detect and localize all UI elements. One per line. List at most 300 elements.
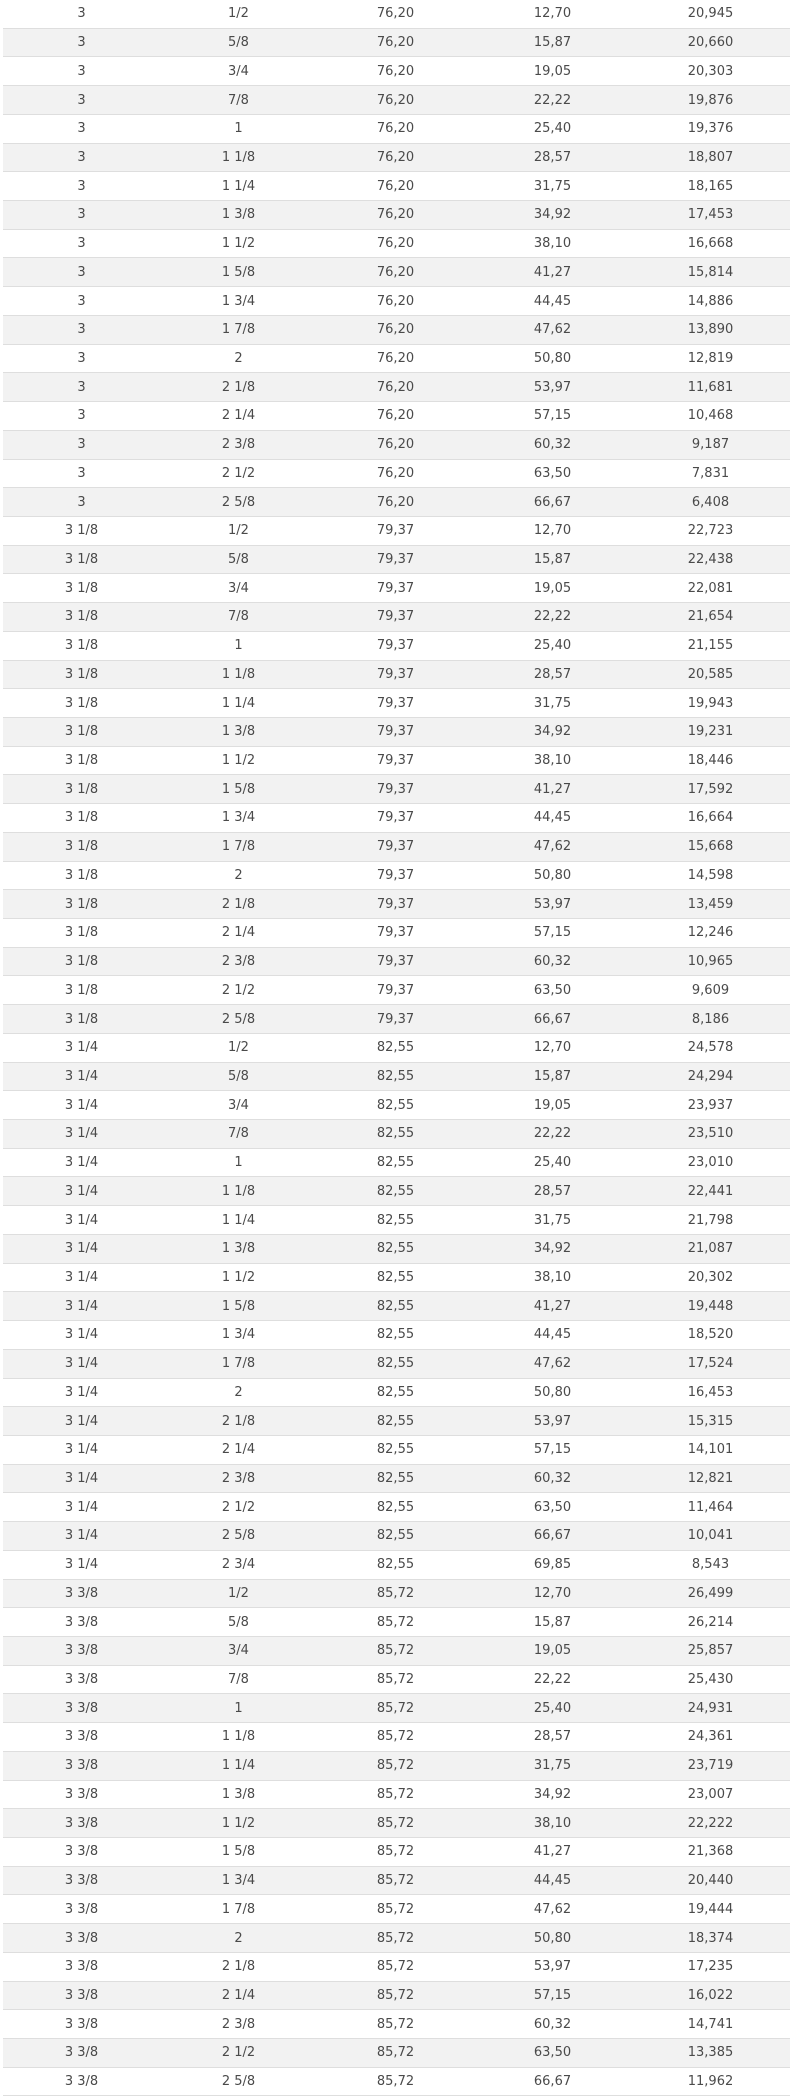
col-5-cell: 15,315: [631, 1407, 790, 1436]
col-4-cell: 57,15: [474, 919, 631, 948]
table-row: [3, 861, 790, 890]
col-5-cell: 11,962: [631, 2067, 790, 2096]
col-2-cell: 1 1/8: [160, 1723, 317, 1752]
col-5-cell: 16,022: [631, 1981, 790, 2010]
col-3-cell: 79,37: [317, 919, 474, 948]
col-4-cell: 38,10: [474, 1809, 631, 1838]
col-5-cell: 22,441: [631, 1177, 790, 1206]
col-4-cell: 22,22: [474, 603, 631, 632]
col-5-cell: 12,246: [631, 919, 790, 948]
col-4-cell: 19,05: [474, 1636, 631, 1665]
col-2-cell: 2: [160, 344, 317, 373]
col-3-cell: 79,37: [317, 660, 474, 689]
col-2-cell: 5/8: [160, 1062, 317, 1091]
col-3-cell: 82,55: [317, 1091, 474, 1120]
col-3-cell: 82,55: [317, 1292, 474, 1321]
col-3-cell: 82,55: [317, 1321, 474, 1350]
table-row: [3, 1120, 790, 1149]
col-4-cell: 28,57: [474, 143, 631, 172]
col-4-cell: 38,10: [474, 1263, 631, 1292]
col-2-cell: 1 1/4: [160, 1751, 317, 1780]
table-row: [3, 258, 790, 287]
col-5-cell: 23,719: [631, 1751, 790, 1780]
col-1-cell: 3 1/8: [3, 976, 160, 1005]
col-5-cell: 18,374: [631, 1924, 790, 1953]
col-1-cell: 3: [3, 258, 160, 287]
table-row: [3, 775, 790, 804]
col-3-cell: 85,72: [317, 1694, 474, 1723]
col-5-cell: 21,087: [631, 1234, 790, 1263]
data-table: [3, 0, 790, 2096]
table-row: [3, 1579, 790, 1608]
col-4-cell: 44,45: [474, 287, 631, 316]
table-row: [3, 1751, 790, 1780]
col-5-cell: 17,453: [631, 201, 790, 230]
col-4-cell: 25,40: [474, 1694, 631, 1723]
col-1-cell: 3 1/4: [3, 1206, 160, 1235]
col-5-cell: 19,444: [631, 1895, 790, 1924]
col-2-cell: 5/8: [160, 1608, 317, 1637]
col-2-cell: 1 3/8: [160, 717, 317, 746]
col-5-cell: 9,609: [631, 976, 790, 1005]
table-row: [3, 1321, 790, 1350]
col-3-cell: 76,20: [317, 143, 474, 172]
col-4-cell: 66,67: [474, 2067, 631, 2096]
col-1-cell: 3: [3, 28, 160, 57]
col-4-cell: 44,45: [474, 1321, 631, 1350]
col-3-cell: 76,20: [317, 315, 474, 344]
col-1-cell: 3 1/8: [3, 574, 160, 603]
table-row: [3, 1981, 790, 2010]
col-3-cell: 85,72: [317, 1981, 474, 2010]
col-2-cell: 2 1/8: [160, 373, 317, 402]
col-5-cell: 24,578: [631, 1033, 790, 1062]
col-3-cell: 85,72: [317, 1723, 474, 1752]
col-1-cell: 3 3/8: [3, 2010, 160, 2039]
table-row: [3, 1952, 790, 1981]
col-1-cell: 3 1/8: [3, 919, 160, 948]
col-1-cell: 3 1/4: [3, 1407, 160, 1436]
col-2-cell: 7/8: [160, 603, 317, 632]
col-4-cell: 60,32: [474, 2010, 631, 2039]
col-1-cell: 3 1/8: [3, 545, 160, 574]
col-4-cell: 22,22: [474, 1665, 631, 1694]
col-3-cell: 82,55: [317, 1407, 474, 1436]
col-1-cell: 3 1/8: [3, 890, 160, 919]
table-row: [3, 1033, 790, 1062]
col-2-cell: 1 3/4: [160, 1866, 317, 1895]
col-5-cell: 17,235: [631, 1952, 790, 1981]
col-3-cell: 82,55: [317, 1120, 474, 1149]
col-5-cell: 25,857: [631, 1636, 790, 1665]
col-1-cell: 3 1/8: [3, 804, 160, 833]
col-4-cell: 19,05: [474, 1091, 631, 1120]
col-3-cell: 82,55: [317, 1206, 474, 1235]
col-3-cell: 85,72: [317, 2039, 474, 2068]
col-2-cell: 7/8: [160, 1665, 317, 1694]
col-5-cell: 21,155: [631, 631, 790, 660]
table-row: [3, 545, 790, 574]
col-1-cell: 3: [3, 402, 160, 431]
col-5-cell: 10,041: [631, 1522, 790, 1551]
col-4-cell: 63,50: [474, 459, 631, 488]
col-4-cell: 53,97: [474, 373, 631, 402]
col-1-cell: 3: [3, 344, 160, 373]
col-2-cell: 1 1/2: [160, 229, 317, 258]
col-2-cell: 2: [160, 1378, 317, 1407]
col-5-cell: 14,741: [631, 2010, 790, 2039]
col-1-cell: 3: [3, 287, 160, 316]
col-2-cell: 1 3/4: [160, 1321, 317, 1350]
col-3-cell: 79,37: [317, 1005, 474, 1034]
col-5-cell: 18,165: [631, 172, 790, 201]
col-2-cell: 1: [160, 631, 317, 660]
col-1-cell: 3 1/4: [3, 1349, 160, 1378]
table-row: [3, 1723, 790, 1752]
col-2-cell: 2 1/4: [160, 919, 317, 948]
col-1-cell: 3 3/8: [3, 1924, 160, 1953]
table-row: [3, 1522, 790, 1551]
col-2-cell: 2 1/4: [160, 1981, 317, 2010]
col-3-cell: 79,37: [317, 775, 474, 804]
col-4-cell: 57,15: [474, 1981, 631, 2010]
col-5-cell: 23,510: [631, 1120, 790, 1149]
col-1-cell: 3: [3, 315, 160, 344]
table-row: [3, 86, 790, 115]
col-5-cell: 15,814: [631, 258, 790, 287]
col-2-cell: 1 1/8: [160, 660, 317, 689]
col-1-cell: 3: [3, 430, 160, 459]
col-1-cell: 3 1/8: [3, 947, 160, 976]
col-4-cell: 31,75: [474, 1206, 631, 1235]
col-2-cell: 3/4: [160, 57, 317, 86]
table-row: [3, 114, 790, 143]
col-2-cell: 2 3/8: [160, 2010, 317, 2039]
col-1-cell: 3 1/8: [3, 717, 160, 746]
table-row: [3, 603, 790, 632]
table-row: [3, 0, 790, 28]
col-3-cell: 76,20: [317, 488, 474, 517]
col-1-cell: 3 1/8: [3, 631, 160, 660]
col-4-cell: 12,70: [474, 516, 631, 545]
col-4-cell: 50,80: [474, 1924, 631, 1953]
col-3-cell: 82,55: [317, 1033, 474, 1062]
col-3-cell: 76,20: [317, 86, 474, 115]
table-row: [3, 1062, 790, 1091]
col-4-cell: 66,67: [474, 488, 631, 517]
col-2-cell: 1 5/8: [160, 1292, 317, 1321]
table-body: [3, 0, 790, 2096]
table-row: [3, 172, 790, 201]
col-2-cell: 1 7/8: [160, 1349, 317, 1378]
col-2-cell: 1 1/2: [160, 746, 317, 775]
col-1-cell: 3 3/8: [3, 1636, 160, 1665]
col-3-cell: 82,55: [317, 1550, 474, 1579]
col-2-cell: 2: [160, 1924, 317, 1953]
col-5-cell: 20,585: [631, 660, 790, 689]
col-4-cell: 60,32: [474, 430, 631, 459]
col-1-cell: 3: [3, 0, 160, 28]
col-4-cell: 31,75: [474, 172, 631, 201]
col-3-cell: 79,37: [317, 603, 474, 632]
col-2-cell: 1 1/4: [160, 689, 317, 718]
col-2-cell: 1 3/8: [160, 1780, 317, 1809]
col-5-cell: 26,499: [631, 1579, 790, 1608]
table-row: [3, 1550, 790, 1579]
col-5-cell: 11,681: [631, 373, 790, 402]
col-5-cell: 19,376: [631, 114, 790, 143]
col-3-cell: 79,37: [317, 861, 474, 890]
col-3-cell: 82,55: [317, 1464, 474, 1493]
col-4-cell: 57,15: [474, 1435, 631, 1464]
col-2-cell: 1 3/8: [160, 201, 317, 230]
col-1-cell: 3 1/4: [3, 1435, 160, 1464]
col-3-cell: 85,72: [317, 2010, 474, 2039]
col-4-cell: 12,70: [474, 1033, 631, 1062]
col-3-cell: 76,20: [317, 0, 474, 28]
col-4-cell: 25,40: [474, 1148, 631, 1177]
col-3-cell: 79,37: [317, 804, 474, 833]
table-row: [3, 2067, 790, 2096]
col-5-cell: 15,668: [631, 832, 790, 861]
col-4-cell: 47,62: [474, 315, 631, 344]
col-5-cell: 17,592: [631, 775, 790, 804]
col-4-cell: 34,92: [474, 1780, 631, 1809]
col-4-cell: 41,27: [474, 1838, 631, 1867]
col-5-cell: 13,890: [631, 315, 790, 344]
col-1-cell: 3 3/8: [3, 1579, 160, 1608]
col-1-cell: 3 1/4: [3, 1378, 160, 1407]
col-4-cell: 34,92: [474, 201, 631, 230]
col-3-cell: 79,37: [317, 746, 474, 775]
col-3-cell: 79,37: [317, 717, 474, 746]
table-row: [3, 1349, 790, 1378]
col-5-cell: 20,440: [631, 1866, 790, 1895]
col-1-cell: 3 1/4: [3, 1234, 160, 1263]
col-3-cell: 85,72: [317, 1608, 474, 1637]
col-5-cell: 13,385: [631, 2039, 790, 2068]
col-4-cell: 44,45: [474, 804, 631, 833]
col-5-cell: 12,821: [631, 1464, 790, 1493]
table-row: [3, 1895, 790, 1924]
col-1-cell: 3: [3, 114, 160, 143]
col-4-cell: 41,27: [474, 1292, 631, 1321]
col-4-cell: 41,27: [474, 258, 631, 287]
col-2-cell: 1/2: [160, 1033, 317, 1062]
col-5-cell: 20,660: [631, 28, 790, 57]
col-2-cell: 2 1/8: [160, 890, 317, 919]
col-4-cell: 50,80: [474, 1378, 631, 1407]
col-4-cell: 19,05: [474, 57, 631, 86]
col-5-cell: 18,520: [631, 1321, 790, 1350]
table-row: [3, 574, 790, 603]
table-row: [3, 976, 790, 1005]
col-3-cell: 79,37: [317, 947, 474, 976]
table-row: [3, 1435, 790, 1464]
col-1-cell: 3 3/8: [3, 1838, 160, 1867]
col-1-cell: 3 1/8: [3, 1005, 160, 1034]
col-2-cell: 2 1/4: [160, 402, 317, 431]
col-1-cell: 3 3/8: [3, 1952, 160, 1981]
col-1-cell: 3 1/4: [3, 1177, 160, 1206]
table-row: [3, 890, 790, 919]
col-2-cell: 2 3/8: [160, 947, 317, 976]
col-1-cell: 3 1/8: [3, 689, 160, 718]
table-row: [3, 660, 790, 689]
col-2-cell: 2: [160, 861, 317, 890]
col-5-cell: 19,231: [631, 717, 790, 746]
col-3-cell: 85,72: [317, 1952, 474, 1981]
table-row: [3, 315, 790, 344]
table-row: [3, 402, 790, 431]
col-2-cell: 7/8: [160, 86, 317, 115]
col-4-cell: 53,97: [474, 1952, 631, 1981]
col-2-cell: 1/2: [160, 1579, 317, 1608]
col-1-cell: 3 3/8: [3, 1608, 160, 1637]
col-2-cell: 1 1/4: [160, 1206, 317, 1235]
col-1-cell: 3 1/8: [3, 516, 160, 545]
col-2-cell: 1/2: [160, 516, 317, 545]
col-5-cell: 9,187: [631, 430, 790, 459]
col-1-cell: 3 1/8: [3, 603, 160, 632]
col-3-cell: 79,37: [317, 832, 474, 861]
col-4-cell: 15,87: [474, 1062, 631, 1091]
table-row: [3, 373, 790, 402]
col-4-cell: 15,87: [474, 28, 631, 57]
col-2-cell: 1 1/8: [160, 143, 317, 172]
col-2-cell: 2 1/8: [160, 1952, 317, 1981]
col-4-cell: 63,50: [474, 2039, 631, 2068]
col-3-cell: 76,20: [317, 57, 474, 86]
table-row: [3, 746, 790, 775]
table-row: [3, 459, 790, 488]
col-5-cell: 24,294: [631, 1062, 790, 1091]
col-4-cell: 50,80: [474, 344, 631, 373]
col-2-cell: 1 5/8: [160, 775, 317, 804]
table-row: [3, 1866, 790, 1895]
col-3-cell: 76,20: [317, 459, 474, 488]
col-1-cell: 3 1/8: [3, 746, 160, 775]
col-5-cell: 19,448: [631, 1292, 790, 1321]
col-4-cell: 47,62: [474, 832, 631, 861]
col-4-cell: 63,50: [474, 1493, 631, 1522]
col-5-cell: 23,937: [631, 1091, 790, 1120]
table-row: [3, 1005, 790, 1034]
col-2-cell: 2 3/8: [160, 430, 317, 459]
table-row: [3, 57, 790, 86]
col-3-cell: 82,55: [317, 1234, 474, 1263]
col-1-cell: 3 1/4: [3, 1522, 160, 1551]
col-4-cell: 25,40: [474, 631, 631, 660]
table-row: [3, 1493, 790, 1522]
col-5-cell: 22,222: [631, 1809, 790, 1838]
col-4-cell: 15,87: [474, 545, 631, 574]
col-3-cell: 82,55: [317, 1263, 474, 1292]
col-1-cell: 3 3/8: [3, 2067, 160, 2096]
col-3-cell: 76,20: [317, 28, 474, 57]
col-1-cell: 3 1/8: [3, 775, 160, 804]
col-1-cell: 3 1/4: [3, 1120, 160, 1149]
col-4-cell: 22,22: [474, 86, 631, 115]
table-row: [3, 1234, 790, 1263]
col-3-cell: 85,72: [317, 1665, 474, 1694]
col-4-cell: 44,45: [474, 1866, 631, 1895]
col-4-cell: 60,32: [474, 1464, 631, 1493]
col-4-cell: 63,50: [474, 976, 631, 1005]
col-2-cell: 1 5/8: [160, 1838, 317, 1867]
col-4-cell: 28,57: [474, 1177, 631, 1206]
col-2-cell: 1 3/4: [160, 287, 317, 316]
col-2-cell: 5/8: [160, 28, 317, 57]
table-row: [3, 1177, 790, 1206]
col-1-cell: 3: [3, 86, 160, 115]
col-3-cell: 85,72: [317, 1924, 474, 1953]
col-2-cell: 1 3/8: [160, 1234, 317, 1263]
col-2-cell: 3/4: [160, 1636, 317, 1665]
col-1-cell: 3 3/8: [3, 1665, 160, 1694]
col-2-cell: 2 1/8: [160, 1407, 317, 1436]
col-3-cell: 76,20: [317, 114, 474, 143]
col-4-cell: 69,85: [474, 1550, 631, 1579]
col-3-cell: 82,55: [317, 1349, 474, 1378]
col-2-cell: 2 3/8: [160, 1464, 317, 1493]
col-3-cell: 79,37: [317, 545, 474, 574]
col-2-cell: 2 1/2: [160, 2039, 317, 2068]
col-4-cell: 31,75: [474, 1751, 631, 1780]
col-3-cell: 79,37: [317, 631, 474, 660]
col-4-cell: 50,80: [474, 861, 631, 890]
col-5-cell: 13,459: [631, 890, 790, 919]
table-row: [3, 143, 790, 172]
col-5-cell: 23,007: [631, 1780, 790, 1809]
col-5-cell: 16,664: [631, 804, 790, 833]
col-1-cell: 3: [3, 459, 160, 488]
table-row: [3, 201, 790, 230]
col-2-cell: 1: [160, 1148, 317, 1177]
col-2-cell: 1: [160, 114, 317, 143]
col-1-cell: 3 1/4: [3, 1062, 160, 1091]
col-5-cell: 12,819: [631, 344, 790, 373]
col-2-cell: 2 5/8: [160, 1522, 317, 1551]
table-row: [3, 1091, 790, 1120]
col-4-cell: 53,97: [474, 890, 631, 919]
col-1-cell: 3: [3, 143, 160, 172]
col-4-cell: 60,32: [474, 947, 631, 976]
col-1-cell: 3 1/8: [3, 832, 160, 861]
table-row: [3, 1378, 790, 1407]
table-row: [3, 287, 790, 316]
col-3-cell: 76,20: [317, 258, 474, 287]
col-2-cell: 2 1/2: [160, 459, 317, 488]
col-2-cell: 2 5/8: [160, 488, 317, 517]
col-1-cell: 3 3/8: [3, 1751, 160, 1780]
col-5-cell: 14,101: [631, 1435, 790, 1464]
col-2-cell: 2 1/2: [160, 976, 317, 1005]
col-5-cell: 21,654: [631, 603, 790, 632]
table-row: [3, 1608, 790, 1637]
col-4-cell: 34,92: [474, 717, 631, 746]
col-4-cell: 34,92: [474, 1234, 631, 1263]
col-5-cell: 6,408: [631, 488, 790, 517]
table-row: [3, 2010, 790, 2039]
col-4-cell: 28,57: [474, 1723, 631, 1752]
col-1-cell: 3 1/8: [3, 660, 160, 689]
col-1-cell: 3: [3, 488, 160, 517]
col-1-cell: 3 1/8: [3, 861, 160, 890]
col-3-cell: 85,72: [317, 1838, 474, 1867]
col-5-cell: 20,945: [631, 0, 790, 28]
table-row: [3, 1694, 790, 1723]
